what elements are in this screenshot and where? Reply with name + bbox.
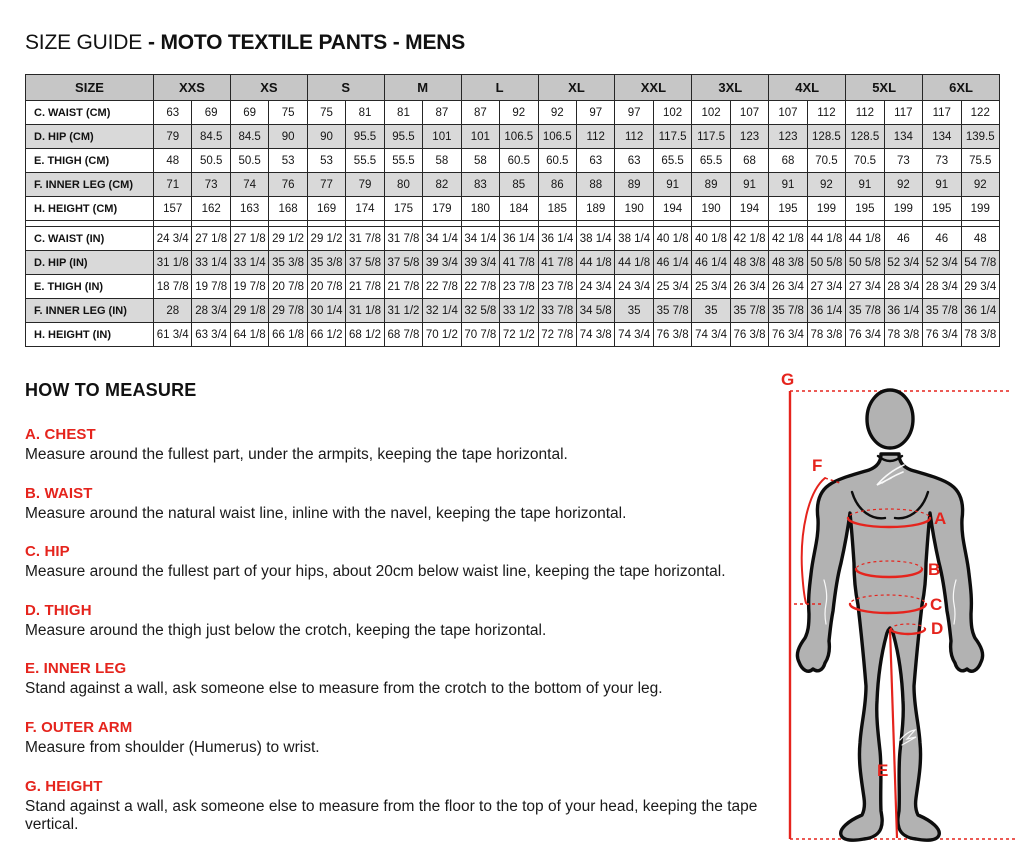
size-value-cell: 199 xyxy=(807,197,845,221)
size-value-cell: 84.5 xyxy=(230,125,268,149)
size-value-cell: 41 7/8 xyxy=(538,251,576,275)
size-value-cell: 71 xyxy=(154,173,192,197)
size-value-cell: 185 xyxy=(538,197,576,221)
size-value-cell: 70 1/2 xyxy=(423,323,461,347)
size-value-cell: 76 3/4 xyxy=(769,323,807,347)
size-value-cell: 74 3/8 xyxy=(576,323,614,347)
size-value-cell: 112 xyxy=(615,125,653,149)
size-value-cell: 76 3/8 xyxy=(653,323,691,347)
size-value-cell: 70.5 xyxy=(846,149,884,173)
size-value-cell: 69 xyxy=(192,101,230,125)
size-value-cell: 169 xyxy=(307,197,345,221)
measure-item-text: Measure around the natural waist line, inline with the navel, keeping the tape horizontal. xyxy=(25,504,627,522)
size-value-cell: 61 3/4 xyxy=(154,323,192,347)
diagram-label-chest: A xyxy=(934,509,947,528)
size-value-cell: 91 xyxy=(730,173,768,197)
size-value-cell: 87 xyxy=(423,101,461,125)
size-value-cell: 35 7/8 xyxy=(653,299,691,323)
size-value-cell: 36 1/4 xyxy=(884,299,922,323)
size-value-cell: 70 7/8 xyxy=(461,323,499,347)
size-value-cell: 107 xyxy=(769,101,807,125)
size-value-cell: 74 3/4 xyxy=(692,323,730,347)
size-value-cell: 34 1/4 xyxy=(461,227,499,251)
size-value-cell: 35 xyxy=(692,299,730,323)
size-value-cell: 38 1/4 xyxy=(576,227,614,251)
size-value-cell: 75 xyxy=(307,101,345,125)
row-label: F. INNER LEG (CM) xyxy=(26,173,154,197)
size-value-cell: 46 1/4 xyxy=(692,251,730,275)
size-value-cell: 18 7/8 xyxy=(154,275,192,299)
size-value-cell: 81 xyxy=(346,101,384,125)
size-value-cell: 179 xyxy=(423,197,461,221)
size-value-cell: 35 3/8 xyxy=(307,251,345,275)
size-value-cell: 190 xyxy=(692,197,730,221)
row-label: H. HEIGHT (IN) xyxy=(26,323,154,347)
size-value-cell: 76 3/4 xyxy=(846,323,884,347)
size-table-body xyxy=(26,101,1000,347)
size-value-cell: 73 xyxy=(923,149,961,173)
size-value-cell: 80 xyxy=(384,173,422,197)
size-value-cell: 25 3/4 xyxy=(653,275,691,299)
size-value-cell: 50 5/8 xyxy=(846,251,884,275)
size-value-cell: 117 xyxy=(923,101,961,125)
table-row xyxy=(26,323,1000,347)
size-value-cell: 63 xyxy=(154,101,192,125)
size-value-cell: 35 7/8 xyxy=(769,299,807,323)
measure-item-thigh xyxy=(25,602,773,641)
table-row xyxy=(26,299,1000,323)
size-value-cell: 54 7/8 xyxy=(961,251,999,275)
size-value-cell: 139.5 xyxy=(961,125,999,149)
size-value-cell: 27 3/4 xyxy=(846,275,884,299)
measure-item-text: Stand against a wall, ask someone else to measure from the floor to the top of your head, keeping the tape vertical. xyxy=(25,797,758,834)
size-value-cell: 32 5/8 xyxy=(461,299,499,323)
size-value-cell: 102 xyxy=(692,101,730,125)
size-value-cell: 92 xyxy=(538,101,576,125)
measure-item-title: C. HIP xyxy=(25,543,70,561)
table-row xyxy=(26,275,1000,299)
size-value-cell: 25 3/4 xyxy=(692,275,730,299)
size-value-cell: 78 3/8 xyxy=(807,323,845,347)
size-value-cell: 19 7/8 xyxy=(192,275,230,299)
row-label: C. WAIST (IN) xyxy=(26,227,154,251)
size-value-cell: 189 xyxy=(576,197,614,221)
how-to-measure-heading: HOW TO MEASURE xyxy=(25,380,197,400)
size-value-cell: 37 5/8 xyxy=(346,251,384,275)
size-value-cell: 92 xyxy=(961,173,999,197)
size-value-cell: 31 7/8 xyxy=(346,227,384,251)
size-value-cell: 46 1/4 xyxy=(653,251,691,275)
measure-item-text: Measure around the fullest part, under the armpits, keeping the tape horizontal. xyxy=(25,446,568,463)
size-value-cell: 39 3/4 xyxy=(423,251,461,275)
size-value-cell: 107 xyxy=(730,101,768,125)
size-value-cell: 163 xyxy=(230,197,268,221)
size-value-cell: 28 3/4 xyxy=(192,299,230,323)
size-value-cell: 92 xyxy=(500,101,538,125)
measure-item-title: G. HEIGHT xyxy=(25,777,103,795)
size-value-cell: 112 xyxy=(846,101,884,125)
size-value-cell: 36 1/4 xyxy=(538,227,576,251)
size-group-header: XXS xyxy=(154,75,231,101)
size-value-cell: 31 7/8 xyxy=(384,227,422,251)
size-value-cell: 73 xyxy=(192,173,230,197)
size-value-cell: 89 xyxy=(692,173,730,197)
size-value-cell: 53 xyxy=(307,149,345,173)
size-value-cell: 20 7/8 xyxy=(269,275,307,299)
size-value-cell: 34 1/4 xyxy=(423,227,461,251)
size-value-cell: 32 1/4 xyxy=(423,299,461,323)
size-value-cell: 40 1/8 xyxy=(692,227,730,251)
size-value-cell: 90 xyxy=(307,125,345,149)
size-group-header: S xyxy=(307,75,384,101)
size-value-cell: 63 xyxy=(576,149,614,173)
size-value-cell: 199 xyxy=(884,197,922,221)
size-value-cell: 42 1/8 xyxy=(769,227,807,251)
size-value-cell: 117 xyxy=(884,101,922,125)
size-value-cell: 35 3/8 xyxy=(269,251,307,275)
size-value-cell: 91 xyxy=(769,173,807,197)
size-value-cell: 195 xyxy=(769,197,807,221)
diagram-label-inner-leg: E xyxy=(877,761,889,780)
size-value-cell: 78 3/8 xyxy=(884,323,922,347)
measure-item-text: Measure around the thigh just below the crotch, keeping the tape horizontal. xyxy=(25,621,547,639)
size-value-cell: 28 3/4 xyxy=(923,275,961,299)
size-value-cell: 22 7/8 xyxy=(461,275,499,299)
size-value-cell: 65.5 xyxy=(692,149,730,173)
size-value-cell: 50 5/8 xyxy=(807,251,845,275)
measure-item-outer-arm xyxy=(25,719,773,758)
size-value-cell: 68 1/2 xyxy=(346,323,384,347)
size-value-cell: 95.5 xyxy=(346,125,384,149)
size-group-header: 6XL xyxy=(923,75,1000,101)
size-group-header: XXL xyxy=(615,75,692,101)
size-value-cell: 36 1/4 xyxy=(961,299,999,323)
size-value-cell: 31 1/2 xyxy=(384,299,422,323)
page-title-prefix: SIZE GUIDE xyxy=(25,31,143,54)
diagram-label-height: G xyxy=(781,372,795,389)
size-value-cell: 26 3/4 xyxy=(730,275,768,299)
mannequin-head xyxy=(867,390,913,448)
size-value-cell: 194 xyxy=(730,197,768,221)
size-value-cell: 68 xyxy=(769,149,807,173)
size-value-cell: 42 1/8 xyxy=(730,227,768,251)
size-value-cell: 66 1/8 xyxy=(269,323,307,347)
size-value-cell: 95.5 xyxy=(384,125,422,149)
measure-item-height xyxy=(25,778,773,835)
size-value-cell: 63 xyxy=(615,149,653,173)
size-value-cell: 58 xyxy=(423,149,461,173)
measure-item-chest xyxy=(25,426,773,465)
size-value-cell: 85 xyxy=(500,173,538,197)
size-value-cell: 29 3/4 xyxy=(961,275,999,299)
size-value-cell: 91 xyxy=(923,173,961,197)
size-value-cell: 73 xyxy=(884,149,922,173)
size-value-cell: 55.5 xyxy=(384,149,422,173)
measure-item-title: E. INNER LEG xyxy=(25,660,127,678)
size-value-cell: 33 1/2 xyxy=(500,299,538,323)
size-value-cell: 35 7/8 xyxy=(846,299,884,323)
table-row xyxy=(26,101,1000,125)
measure-item-waist xyxy=(25,485,773,524)
size-value-cell: 24 3/4 xyxy=(576,275,614,299)
size-value-cell: 27 1/8 xyxy=(192,227,230,251)
diagram-label-outer-arm: F xyxy=(812,456,823,475)
size-value-cell: 27 3/4 xyxy=(807,275,845,299)
size-table xyxy=(25,74,1000,347)
size-value-cell: 174 xyxy=(346,197,384,221)
diagram-label-waist: B xyxy=(928,560,941,579)
size-value-cell: 195 xyxy=(846,197,884,221)
size-value-cell: 70.5 xyxy=(807,149,845,173)
size-value-cell: 168 xyxy=(269,197,307,221)
row-label: D. HIP (CM) xyxy=(26,125,154,149)
row-label: E. THIGH (IN) xyxy=(26,275,154,299)
size-value-cell: 106.5 xyxy=(500,125,538,149)
size-value-cell: 37 5/8 xyxy=(384,251,422,275)
size-value-cell: 50.5 xyxy=(192,149,230,173)
size-value-cell: 24 3/4 xyxy=(154,227,192,251)
size-value-cell: 52 3/4 xyxy=(923,251,961,275)
size-value-cell: 35 xyxy=(615,299,653,323)
size-value-cell: 91 xyxy=(846,173,884,197)
size-value-cell: 33 1/4 xyxy=(192,251,230,275)
measure-item-title: D. THIGH xyxy=(25,601,92,619)
size-corner-header: SIZE xyxy=(26,75,154,101)
size-value-cell: 21 7/8 xyxy=(384,275,422,299)
size-value-cell: 78 3/8 xyxy=(961,323,999,347)
size-value-cell: 112 xyxy=(807,101,845,125)
inner-leg-measure-line xyxy=(890,629,897,838)
size-value-cell: 65.5 xyxy=(653,149,691,173)
size-value-cell: 50.5 xyxy=(230,149,268,173)
size-value-cell: 46 xyxy=(884,227,922,251)
size-value-cell: 40 1/8 xyxy=(653,227,691,251)
size-value-cell: 74 xyxy=(230,173,268,197)
size-value-cell: 199 xyxy=(961,197,999,221)
size-value-cell: 38 1/4 xyxy=(615,227,653,251)
row-label: F. INNER LEG (IN) xyxy=(26,299,154,323)
size-value-cell: 44 1/8 xyxy=(807,227,845,251)
size-value-cell: 76 3/4 xyxy=(923,323,961,347)
row-label: H. HEIGHT (CM) xyxy=(26,197,154,221)
size-value-cell: 55.5 xyxy=(346,149,384,173)
row-label: D. HIP (IN) xyxy=(26,251,154,275)
size-value-cell: 72 7/8 xyxy=(538,323,576,347)
size-value-cell: 52 3/4 xyxy=(884,251,922,275)
diagram-label-thigh: D xyxy=(931,619,944,638)
size-value-cell: 35 7/8 xyxy=(730,299,768,323)
table-row xyxy=(26,173,1000,197)
size-value-cell: 68 xyxy=(730,149,768,173)
size-value-cell: 39 3/4 xyxy=(461,251,499,275)
measurement-diagram xyxy=(778,372,1020,864)
table-row xyxy=(26,251,1000,275)
size-group-header: M xyxy=(384,75,461,101)
size-value-cell: 90 xyxy=(269,125,307,149)
size-value-cell: 184 xyxy=(500,197,538,221)
how-to-measure-section xyxy=(25,380,773,855)
size-value-cell: 77 xyxy=(307,173,345,197)
size-value-cell: 60.5 xyxy=(538,149,576,173)
size-value-cell: 19 7/8 xyxy=(230,275,268,299)
size-value-cell: 72 1/2 xyxy=(500,323,538,347)
size-value-cell: 58 xyxy=(461,149,499,173)
size-value-cell: 24 3/4 xyxy=(615,275,653,299)
size-value-cell: 68 7/8 xyxy=(384,323,422,347)
table-row xyxy=(26,197,1000,221)
size-value-cell: 128.5 xyxy=(807,125,845,149)
size-value-cell: 21 7/8 xyxy=(346,275,384,299)
size-value-cell: 83 xyxy=(461,173,499,197)
size-value-cell: 81 xyxy=(384,101,422,125)
size-value-cell: 48 xyxy=(154,149,192,173)
size-value-cell: 86 xyxy=(538,173,576,197)
size-value-cell: 23 7/8 xyxy=(538,275,576,299)
size-value-cell: 33 1/4 xyxy=(230,251,268,275)
measure-item-text: Measure from shoulder (Humerus) to wrist. xyxy=(25,738,320,756)
size-group-header: XS xyxy=(230,75,307,101)
size-value-cell: 30 1/4 xyxy=(307,299,345,323)
size-value-cell: 92 xyxy=(884,173,922,197)
measure-item-title: A. CHEST xyxy=(25,426,96,443)
size-value-cell: 76 xyxy=(269,173,307,197)
size-value-cell: 75.5 xyxy=(961,149,999,173)
size-value-cell: 22 7/8 xyxy=(423,275,461,299)
size-value-cell: 101 xyxy=(461,125,499,149)
size-value-cell: 79 xyxy=(154,125,192,149)
page-title-main: - MOTO TEXTILE PANTS - MENS xyxy=(148,31,466,54)
size-value-cell: 31 1/8 xyxy=(346,299,384,323)
size-value-cell: 27 1/8 xyxy=(230,227,268,251)
size-value-cell: 101 xyxy=(423,125,461,149)
size-value-cell: 29 1/8 xyxy=(230,299,268,323)
row-label: C. WAIST (CM) xyxy=(26,101,154,125)
size-table-head-row xyxy=(26,75,1000,101)
size-group-header: 5XL xyxy=(846,75,923,101)
size-value-cell: 97 xyxy=(576,101,614,125)
size-value-cell: 162 xyxy=(192,197,230,221)
size-value-cell: 46 xyxy=(923,227,961,251)
size-value-cell: 23 7/8 xyxy=(500,275,538,299)
size-value-cell: 44 1/8 xyxy=(615,251,653,275)
measure-item-title: B. WAIST xyxy=(25,484,93,502)
size-table-section xyxy=(25,74,1000,347)
size-value-cell: 44 1/8 xyxy=(576,251,614,275)
size-group-header: 3XL xyxy=(692,75,769,101)
size-value-cell: 175 xyxy=(384,197,422,221)
size-value-cell: 134 xyxy=(884,125,922,149)
size-value-cell: 35 7/8 xyxy=(923,299,961,323)
size-value-cell: 79 xyxy=(346,173,384,197)
size-value-cell: 41 7/8 xyxy=(500,251,538,275)
size-value-cell: 87 xyxy=(461,101,499,125)
size-value-cell: 60.5 xyxy=(500,149,538,173)
size-value-cell: 34 5/8 xyxy=(576,299,614,323)
size-value-cell: 48 xyxy=(961,227,999,251)
size-value-cell: 180 xyxy=(461,197,499,221)
size-value-cell: 48 3/8 xyxy=(769,251,807,275)
table-row xyxy=(26,227,1000,251)
size-value-cell: 76 3/8 xyxy=(730,323,768,347)
table-row xyxy=(26,125,1000,149)
page-title xyxy=(25,31,465,55)
size-value-cell: 112 xyxy=(576,125,614,149)
size-value-cell: 194 xyxy=(653,197,691,221)
size-value-cell: 117.5 xyxy=(692,125,730,149)
size-value-cell: 29 1/2 xyxy=(307,227,345,251)
size-value-cell: 106.5 xyxy=(538,125,576,149)
size-value-cell: 190 xyxy=(615,197,653,221)
size-value-cell: 26 3/4 xyxy=(769,275,807,299)
size-value-cell: 48 3/8 xyxy=(730,251,768,275)
size-value-cell: 74 3/4 xyxy=(615,323,653,347)
row-label: E. THIGH (CM) xyxy=(26,149,154,173)
size-value-cell: 53 xyxy=(269,149,307,173)
size-value-cell: 69 xyxy=(230,101,268,125)
measure-item-inner-leg xyxy=(25,660,773,699)
size-value-cell: 88 xyxy=(576,173,614,197)
size-value-cell: 82 xyxy=(423,173,461,197)
size-value-cell: 122 xyxy=(961,101,999,125)
size-value-cell: 84.5 xyxy=(192,125,230,149)
size-value-cell: 29 1/2 xyxy=(269,227,307,251)
size-value-cell: 157 xyxy=(154,197,192,221)
size-group-header: L xyxy=(461,75,538,101)
size-value-cell: 44 1/8 xyxy=(846,227,884,251)
table-row xyxy=(26,149,1000,173)
size-value-cell: 92 xyxy=(807,173,845,197)
measure-item-hip xyxy=(25,543,773,582)
measure-item-title: F. OUTER ARM xyxy=(25,718,133,736)
size-value-cell: 91 xyxy=(653,173,691,197)
size-value-cell: 75 xyxy=(269,101,307,125)
size-value-cell: 36 1/4 xyxy=(500,227,538,251)
size-value-cell: 63 3/4 xyxy=(192,323,230,347)
measure-item-text: Stand against a wall, ask someone else to measure from the crotch to the bottom of your leg. xyxy=(25,680,663,698)
size-value-cell: 31 1/8 xyxy=(154,251,192,275)
size-value-cell: 97 xyxy=(615,101,653,125)
size-group-header: XL xyxy=(538,75,615,101)
size-value-cell: 128.5 xyxy=(846,125,884,149)
size-value-cell: 102 xyxy=(653,101,691,125)
size-value-cell: 28 3/4 xyxy=(884,275,922,299)
size-value-cell: 123 xyxy=(769,125,807,149)
diagram-label-hip: C xyxy=(930,595,943,614)
measure-item-text: Measure around the fullest part of your hips, about 20cm below waist line, keeping the tape horizontal. xyxy=(25,563,726,581)
size-value-cell: 36 1/4 xyxy=(807,299,845,323)
size-value-cell: 20 7/8 xyxy=(307,275,345,299)
size-value-cell: 33 7/8 xyxy=(538,299,576,323)
size-group-header: 4XL xyxy=(769,75,846,101)
size-value-cell: 134 xyxy=(923,125,961,149)
size-value-cell: 64 1/8 xyxy=(230,323,268,347)
size-value-cell: 28 xyxy=(154,299,192,323)
size-value-cell: 89 xyxy=(615,173,653,197)
size-value-cell: 117.5 xyxy=(653,125,691,149)
size-value-cell: 29 7/8 xyxy=(269,299,307,323)
size-value-cell: 123 xyxy=(730,125,768,149)
size-value-cell: 66 1/2 xyxy=(307,323,345,347)
size-value-cell: 195 xyxy=(923,197,961,221)
